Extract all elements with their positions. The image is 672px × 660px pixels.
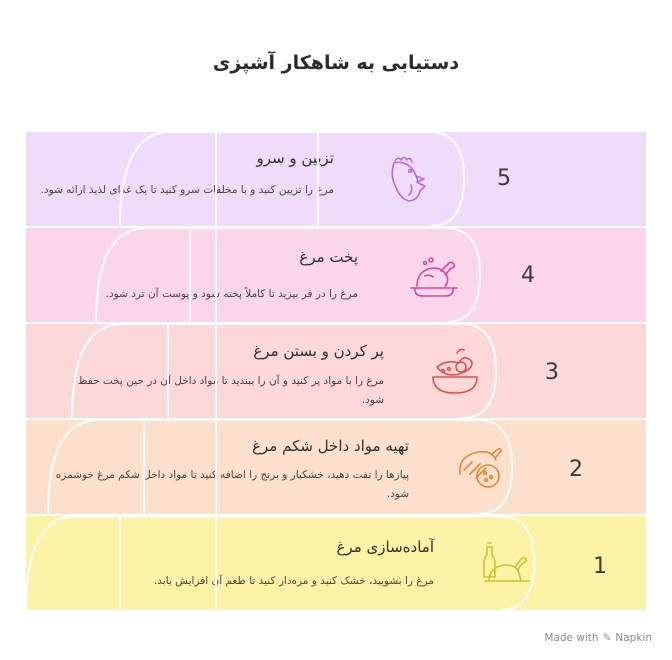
step-2-number: 2 xyxy=(569,457,583,482)
step-3-number: 3 xyxy=(545,360,559,385)
napkin-logo-icon: ✎ xyxy=(602,632,612,644)
chicken-head-icon xyxy=(381,149,439,207)
step-2-band xyxy=(26,420,646,514)
step-3-band xyxy=(26,324,646,418)
step-1-heading: آماده‌سازی مرغ xyxy=(336,538,434,556)
footer-made-with: Made with xyxy=(544,632,599,644)
step-1-description: مرغ را بشویید، خشک کنید و مزه‌دار کنید تا طعم آن افزایش یابد. xyxy=(153,575,434,587)
footer-brand: Napkin xyxy=(615,632,652,644)
step-1-number: 1 xyxy=(593,554,607,579)
footer-credit xyxy=(544,632,652,644)
stuffing-icon xyxy=(452,440,510,498)
page-title: دستیابی به شاهکار آشپزی xyxy=(212,52,460,74)
chicken-sauce-icon xyxy=(477,537,535,595)
step-4-description: مرغ را در فر بپزید تا کاملاً پخته شود و پوست آن ترد شود. xyxy=(105,288,358,300)
step-5-number: 5 xyxy=(497,166,511,191)
step-2-description: پیازها را تفت دهید، خشکبار و برنج را اضافه کنید تا مواد داخل شکم مرغ خوشمزه شود. xyxy=(55,469,409,500)
step-5-heading: تزیین و سرو xyxy=(256,149,334,167)
step-5-description: مرغ را تزیین کنید و با مخلفات سرو کنید تا یک غذای لذیذ ارائه شود. xyxy=(40,184,334,196)
stuffed-dish-icon xyxy=(427,343,485,401)
step-1-band xyxy=(26,516,646,610)
step-3-description: مرغ را با مواد پر کنید و آن را ببندید تا مواد داخل آن در حین پخت حفظ شود. xyxy=(77,375,384,406)
step-5-band xyxy=(26,132,646,226)
step-4-band xyxy=(26,228,646,322)
step-4-number: 4 xyxy=(521,263,535,288)
step-2-heading: تهیه مواد داخل شکم مرغ xyxy=(252,437,409,455)
step-4-heading: پخت مرغ xyxy=(299,248,358,266)
roast-chicken-icon xyxy=(405,246,463,304)
step-3-heading: پر کردن و بستن مرغ xyxy=(253,342,384,360)
